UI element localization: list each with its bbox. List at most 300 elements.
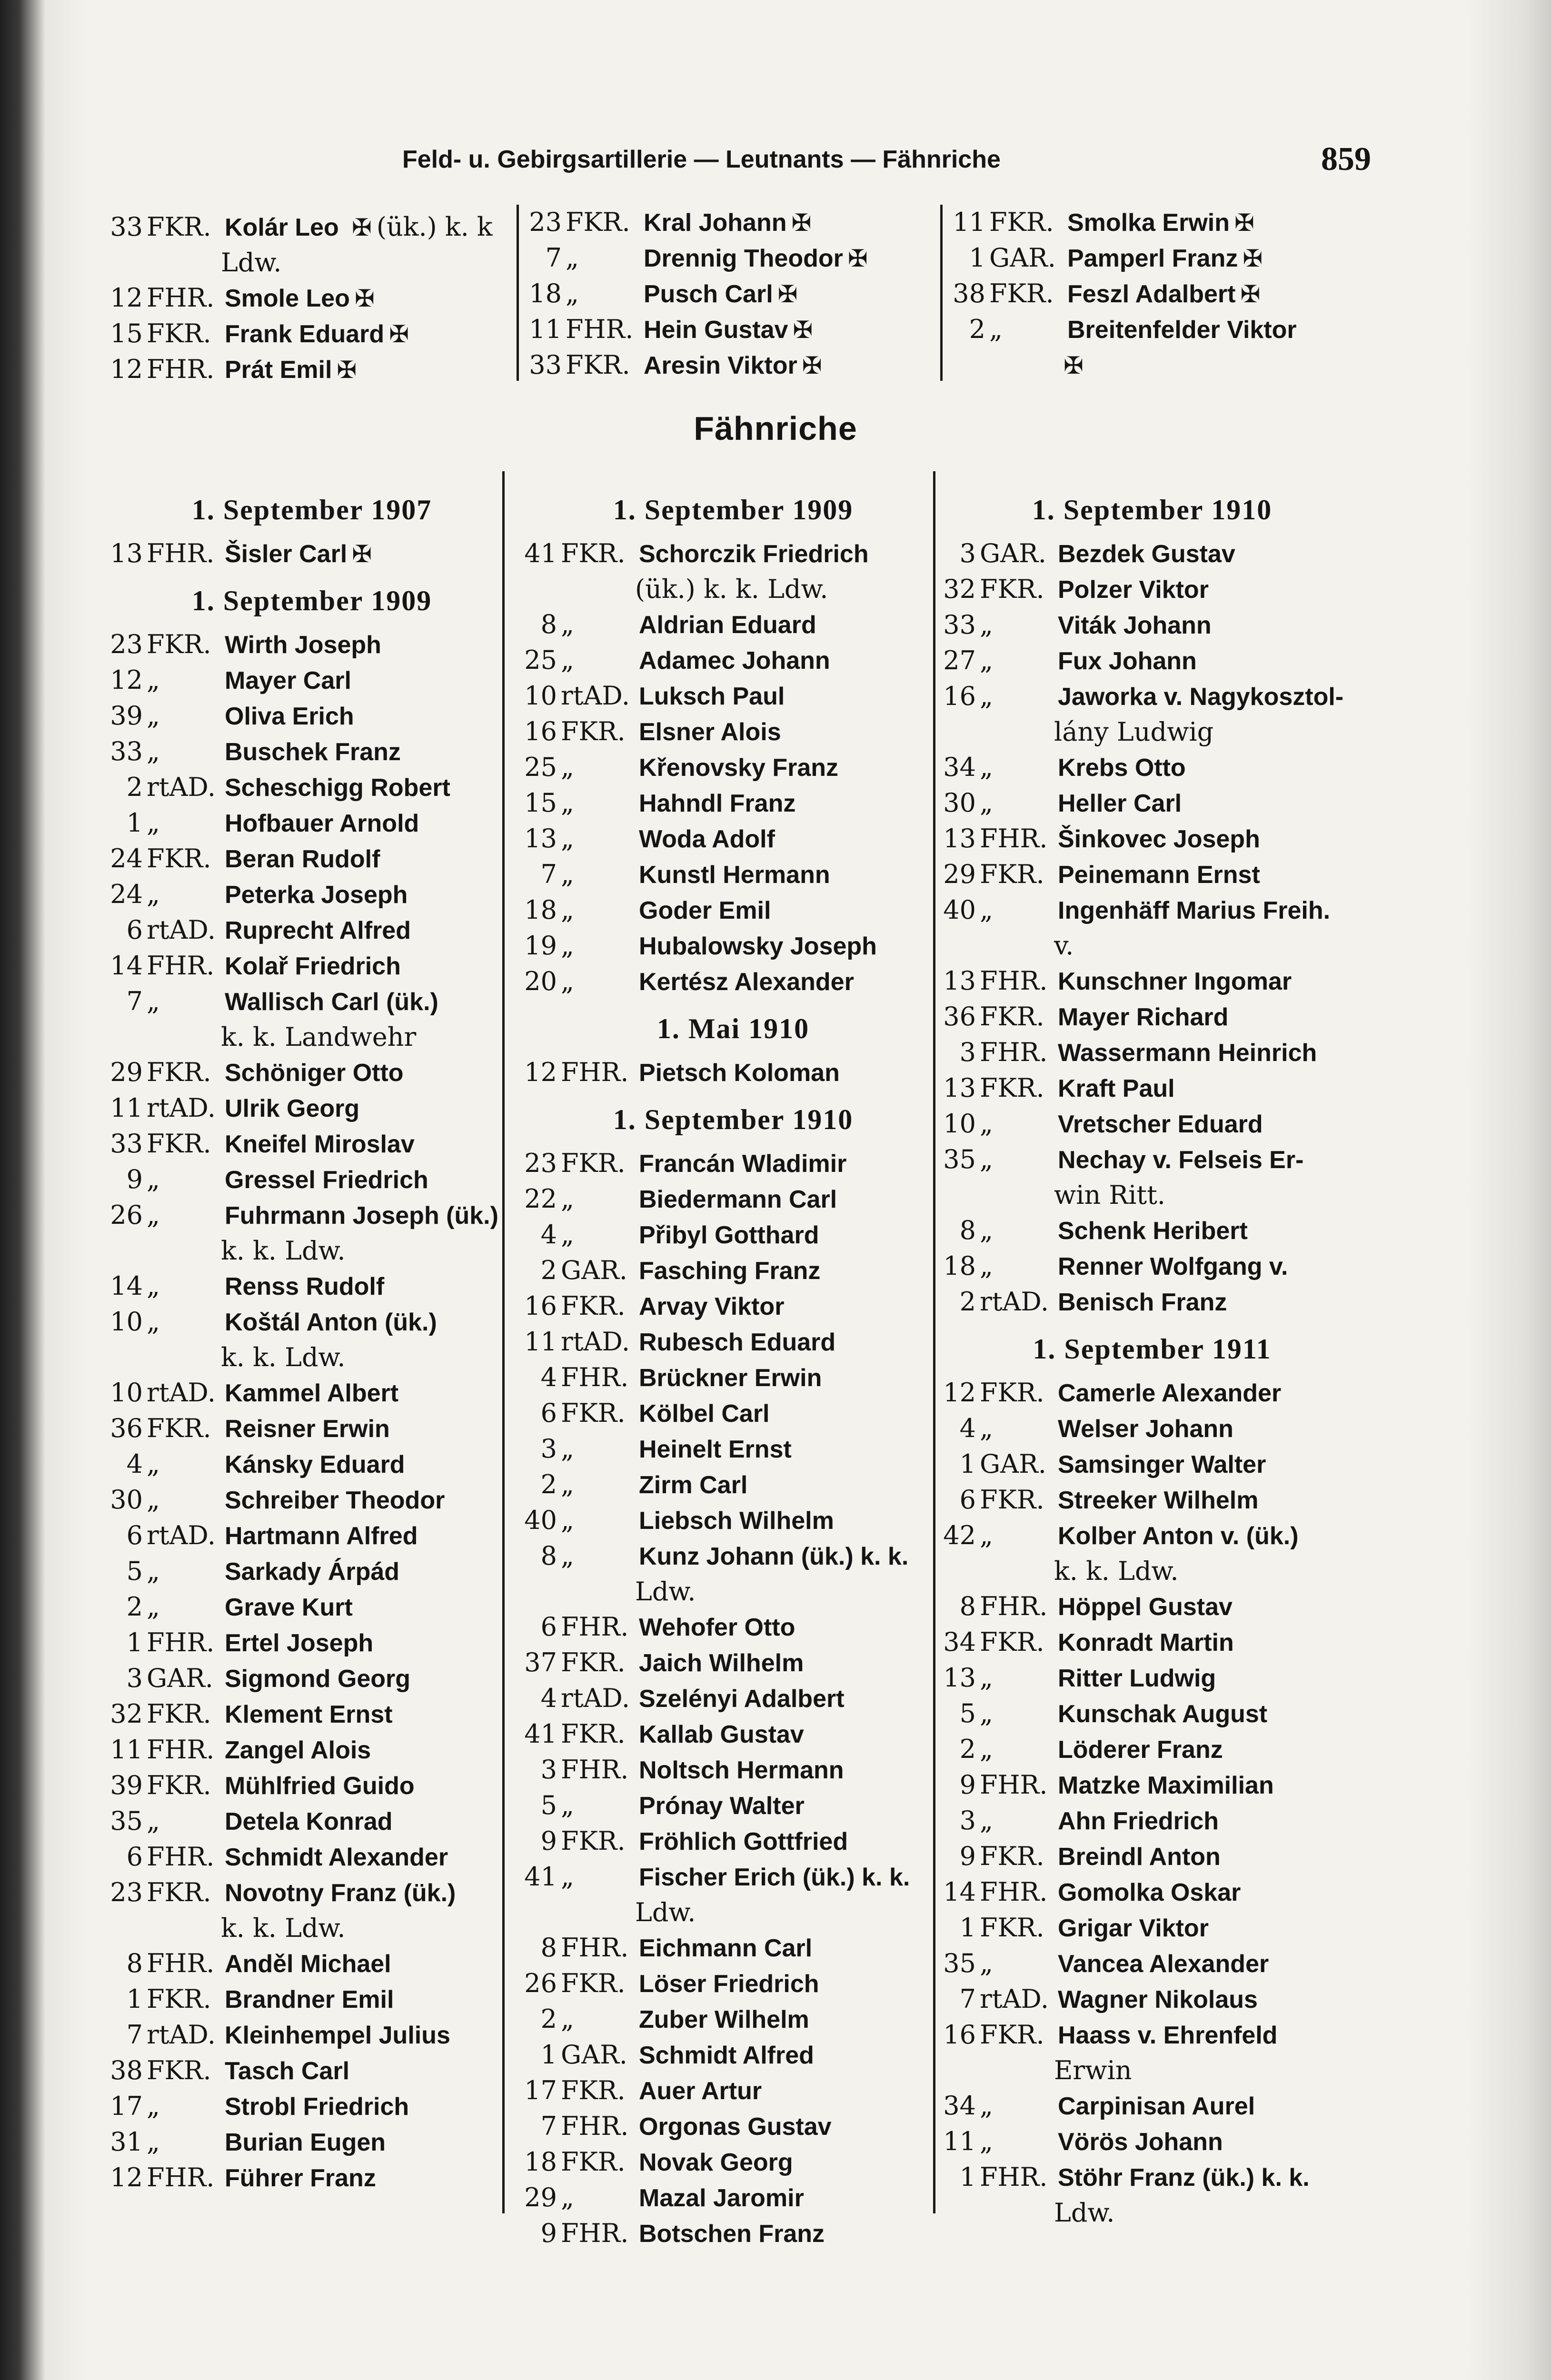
- entry-name-wrap: [1058, 1035, 1317, 1071]
- cross-icon: ✠: [352, 540, 372, 568]
- entry-name: Adamec Johann: [639, 647, 830, 674]
- entry-name-wrap: [639, 2037, 814, 2073]
- cross-icon: ✠: [352, 214, 372, 241]
- entry-name-wrap: [1058, 1375, 1281, 1411]
- entry-name-wrap: [1058, 1142, 1303, 1178]
- entry-name: Jaworka v. Nagykosztol-: [1058, 683, 1344, 711]
- date-heading: 1. September 1909: [613, 494, 854, 526]
- entry-corps: „: [980, 1520, 993, 1550]
- entry-number: 9: [540, 1826, 557, 1856]
- entry-number: 8: [540, 609, 557, 639]
- entry-corps: „: [147, 1200, 160, 1230]
- entry-continuation: v.: [1054, 931, 1074, 961]
- entry-corps: „: [989, 314, 1003, 344]
- entry-number: 34: [943, 752, 976, 782]
- entry-name: Krebs Otto: [1058, 754, 1186, 782]
- entry-name: Luksch Paul: [639, 683, 785, 710]
- entry-name-wrap: [225, 2124, 386, 2160]
- entry-name-wrap: [225, 1518, 418, 1554]
- entry-name: Kleinhempel Julius: [225, 2022, 450, 2049]
- list-entry: [109, 1696, 514, 1732]
- entry-corps: FHR.: [980, 1037, 1048, 1067]
- entry-name: Brandner Emil: [225, 1986, 394, 2013]
- date-heading: 1. September 1910: [613, 1104, 854, 1135]
- entry-name: Kunschak August: [1058, 1700, 1268, 1728]
- entry-number: 13: [524, 823, 557, 853]
- entry-number: 13: [943, 1663, 976, 1693]
- entry-name: Kunz Johann (ük.) k. k.: [639, 1543, 909, 1570]
- list-entry: [109, 1162, 514, 1198]
- entry-name-wrap: [225, 698, 354, 734]
- list-entry: [943, 2088, 1362, 2124]
- entry-name-wrap: [1058, 2124, 1223, 2160]
- list-entry: [109, 1875, 514, 1911]
- entry-number: 10: [110, 1378, 143, 1408]
- entry-name: Schmidt Alexander: [225, 1844, 448, 1871]
- entry-corps: „: [980, 1251, 993, 1281]
- entry-name-wrap: [1058, 1249, 1288, 1284]
- entry-name: Beran Rudolf: [225, 845, 380, 873]
- entry-number: 30: [943, 788, 976, 818]
- entry-number: 42: [943, 1520, 976, 1550]
- entry-number: 12: [110, 2162, 143, 2192]
- entry-corps: rtAD.: [980, 1984, 1049, 2014]
- entry-number: 11: [110, 1093, 143, 1123]
- entry-number: 1: [959, 1449, 976, 1479]
- entry-name-wrap: [639, 2109, 832, 2144]
- entry-number: 16: [524, 716, 557, 746]
- entry-corps: FHR.: [147, 1842, 215, 1872]
- list-entry: [524, 928, 943, 964]
- entry-corps: FKR.: [980, 859, 1044, 889]
- entry-number: 23: [529, 207, 562, 237]
- entry-name-wrap: [639, 1217, 819, 1253]
- entry-name-wrap: [225, 1447, 405, 1482]
- entry-corps: FKR.: [566, 350, 630, 380]
- entry-name-wrap: [1058, 1874, 1241, 1910]
- entry-name: Haass v. Ehrenfeld: [1058, 2022, 1278, 2049]
- entry-corps: FKR.: [561, 1647, 626, 1677]
- entry-continuation: k. k. Landwehr: [221, 1022, 417, 1052]
- entry-name-wrap: [639, 1431, 792, 1467]
- entry-corps: rtAD.: [147, 1520, 216, 1550]
- entry-number: 2: [126, 1592, 143, 1622]
- list-entry: [524, 1503, 943, 1538]
- list-entry: [943, 1839, 1362, 1874]
- entry-corps: FHR.: [561, 1612, 629, 1642]
- entry-number: 6: [959, 1485, 976, 1515]
- entry-name-wrap: [1058, 999, 1228, 1035]
- entry-name: Scheschigg Robert: [225, 774, 450, 802]
- entry-corps: „: [147, 808, 160, 838]
- entry-number: 1: [959, 2162, 976, 2192]
- entry-continuation: k. k. Ldw.: [221, 1236, 346, 1266]
- entry-name: Schreiber Theodor: [225, 1487, 445, 1514]
- entry-number: 34: [943, 1627, 976, 1657]
- entry-number: 12: [943, 1378, 976, 1408]
- entry-number: 6: [126, 915, 143, 945]
- entry-name-wrap: [639, 1609, 795, 1645]
- entry-name-wrap: [639, 857, 830, 892]
- entry-name-wrap: [1058, 1732, 1223, 1767]
- entry-name: Hahndl Franz: [639, 790, 796, 817]
- entry-name: Führer Franz: [225, 2164, 376, 2192]
- list-entry: [943, 1874, 1362, 1910]
- entry-corps: FHR.: [980, 966, 1048, 996]
- list-entry: [109, 770, 514, 805]
- list-entry: [109, 1554, 514, 1589]
- entry-name: Feszl Adalbert: [1067, 280, 1236, 308]
- list-entry: [109, 627, 514, 663]
- entry-name: Hofbauer Arnold: [225, 810, 419, 837]
- entry-number: 22: [524, 1184, 557, 1214]
- entry-name-wrap: [639, 1930, 812, 1966]
- entry-corps: FKR.: [989, 278, 1054, 308]
- entry-corps: „: [980, 681, 993, 711]
- top-list-col-2: [528, 205, 947, 383]
- entry-name-wrap: [225, 1804, 393, 1839]
- entry-name: Benisch Franz: [1058, 1289, 1227, 1316]
- entry-corps: FKR.: [147, 1057, 211, 1087]
- entry-name: Welser Johann: [1058, 1415, 1233, 1443]
- entry-number: 8: [540, 1933, 557, 1963]
- entry-corps: „: [147, 1164, 160, 1194]
- list-entry: [943, 1375, 1362, 1411]
- entry-number: 6: [126, 1842, 143, 1872]
- entry-name-wrap: [1058, 1284, 1227, 1320]
- entry-corps: FHR.: [147, 283, 215, 313]
- entry-name: Auer Artur: [639, 2077, 762, 2105]
- entry-name-wrap: [639, 1538, 908, 1574]
- entry-name: Novotny Franz (ük.): [225, 1879, 456, 1907]
- entry-name: Goder Emil: [639, 897, 771, 924]
- entry-name-wrap: [639, 1752, 844, 1788]
- entry-name: Zirm Carl: [639, 1471, 748, 1499]
- entry-corps: „: [561, 645, 574, 675]
- entry-name: Schöniger Otto: [225, 1059, 404, 1087]
- entry-corps: FHR.: [561, 1362, 629, 1392]
- entry-name: Schorczik Friedrich: [639, 540, 869, 568]
- entry-name: Liebsch Wilhelm: [639, 1507, 834, 1535]
- list-entry: [109, 1091, 514, 1126]
- entry-corps: „: [561, 823, 574, 853]
- list-entry: [524, 1324, 943, 1360]
- entry-name-wrap: [1058, 1660, 1216, 1696]
- entry-corps: FKR.: [980, 1378, 1044, 1408]
- entry-name: Detela Konrad: [225, 1808, 393, 1835]
- entry-corps: „: [561, 931, 574, 961]
- entry-name-wrap: [1058, 1589, 1233, 1625]
- list-entry: [943, 821, 1362, 857]
- entry-corps: FHR.: [561, 1057, 629, 1087]
- entry-name: Grigar Viktor: [1058, 1914, 1209, 1942]
- entry-name-wrap: [639, 1716, 804, 1752]
- entry-name-wrap: [225, 841, 380, 877]
- list-entry: [524, 1253, 943, 1289]
- cross-icon: ✠: [1243, 245, 1263, 272]
- entry-number: 39: [110, 1770, 143, 1800]
- list-entry: [952, 276, 1371, 312]
- list-entry: [528, 276, 947, 312]
- entry-name: Anděl Michael: [225, 1950, 391, 1978]
- entry-number: 7: [540, 2111, 557, 2141]
- entry-corps: FKR.: [147, 1984, 211, 2014]
- list-entry: [943, 2124, 1362, 2160]
- entry-number: 5: [126, 1556, 143, 1586]
- entry-name-wrap: [225, 280, 375, 316]
- entry-name: Peterka Joseph: [225, 881, 408, 909]
- entry-name-wrap: [1058, 1518, 1299, 1554]
- list-entry: [943, 1071, 1362, 1106]
- entry-name: Breindl Anton: [1058, 1843, 1221, 1871]
- entry-number: 34: [943, 2091, 976, 2121]
- list-entry: [943, 1767, 1362, 1803]
- entry-name: Hartmann Alfred: [225, 1522, 418, 1550]
- entry-name: Mayer Richard: [1058, 1003, 1229, 1031]
- entry-number: 18: [524, 2147, 557, 2177]
- entry-name-wrap: [225, 1304, 437, 1340]
- entry-corps: GAR.: [980, 538, 1046, 568]
- list-entry: [524, 1966, 943, 2002]
- entry-name: Ingenhäff Marius Freih.: [1058, 897, 1331, 924]
- entry-number: 7: [545, 243, 562, 273]
- entry-name: Buschek Franz: [225, 738, 401, 766]
- entry-corps: FKR.: [147, 1699, 211, 1729]
- entry-name-wrap: [639, 1859, 910, 1895]
- entry-name-wrap: [225, 2160, 376, 2196]
- entry-number: 25: [524, 645, 557, 675]
- entry-corps: „: [147, 665, 160, 695]
- entry-number: 6: [540, 1398, 557, 1428]
- entry-name-wrap: [1058, 892, 1330, 928]
- entry-name-wrap: [225, 316, 409, 352]
- entry-number: 4: [126, 1449, 143, 1479]
- entry-number: 11: [943, 2126, 976, 2156]
- list-entry: [943, 1696, 1362, 1732]
- list-entry: [943, 785, 1362, 821]
- list-entry: [109, 280, 509, 316]
- entry-number: 27: [943, 645, 976, 675]
- entry-corps: FKR.: [147, 212, 211, 242]
- entry-name-wrap: [639, 2073, 762, 2109]
- entry-name-wrap: [639, 607, 816, 643]
- entry-corps: „: [147, 1592, 160, 1622]
- entry-corps: GAR.: [980, 1449, 1046, 1479]
- entry-name: Konradt Martin: [1058, 1629, 1234, 1656]
- entry-number: 15: [110, 318, 143, 348]
- entry-name: Zangel Alois: [225, 1736, 371, 1764]
- entry-rest: (ük.) k. k: [376, 212, 493, 242]
- entry-name-wrap: [639, 1146, 846, 1181]
- entry-number: 23: [110, 629, 143, 659]
- list-entry: [109, 1946, 514, 1982]
- entry-name: Gomolka Oskar: [1058, 1879, 1241, 1906]
- entry-name: Tasch Carl: [225, 2057, 350, 2085]
- entry-name: Oliva Erich: [225, 703, 354, 730]
- entry-number: 25: [524, 752, 557, 782]
- entry-name: Pusch Carl: [644, 280, 773, 308]
- entry-name-wrap: [1058, 750, 1186, 785]
- entry-number: 31: [110, 2127, 143, 2157]
- entry-corps: FKR.: [147, 2055, 211, 2085]
- entry-name: Aresin Viktor: [644, 352, 797, 379]
- list-entry: [524, 1467, 943, 1503]
- entry-corps: „: [147, 1449, 160, 1479]
- entry-name-wrap: [1058, 1839, 1221, 1874]
- list-entry: [109, 1982, 514, 2017]
- entry-corps: „: [561, 895, 574, 925]
- entry-number: 8: [959, 1215, 976, 1245]
- entry-number: 35: [943, 1948, 976, 1978]
- entry-name: Hubalowsky Joseph: [639, 932, 877, 960]
- entry-number: 41: [524, 1862, 557, 1892]
- entry-corps: „: [566, 278, 579, 308]
- list-entry: [524, 1289, 943, 1324]
- list-entry: [524, 1146, 943, 1181]
- faehnriche-col-2: [524, 481, 943, 2251]
- entry-number: 3: [126, 1663, 143, 1693]
- entry-name-wrap: [639, 1360, 822, 1396]
- entry-number: 17: [524, 2075, 557, 2105]
- entry-number: 38: [110, 2055, 143, 2085]
- entry-continuation: Erwin: [1054, 2055, 1132, 2085]
- entry-name-wrap: [225, 2089, 409, 2124]
- cross-icon: ✠: [337, 356, 357, 384]
- list-entry: [524, 714, 943, 750]
- entry-corps: FHR.: [980, 1877, 1048, 1907]
- entry-corps: „: [147, 986, 160, 1016]
- list-entry: [109, 1269, 514, 1304]
- entry-corps: FKR.: [147, 318, 211, 348]
- list-entry: [943, 1625, 1362, 1660]
- entry-name-wrap: [225, 912, 411, 948]
- entry-number: 1: [540, 2040, 557, 2070]
- cross-icon: ✠: [354, 285, 375, 312]
- entry-name: Ahn Friedrich: [1058, 1807, 1219, 1835]
- entry-corps: „: [980, 1663, 993, 1693]
- entry-name: Samsinger Walter: [1058, 1451, 1266, 1478]
- entry-number: 41: [524, 538, 557, 568]
- entry-corps: FHR.: [147, 1948, 215, 1978]
- entry-number: 9: [540, 2218, 557, 2248]
- entry-name: Peinemann Ernst: [1058, 861, 1260, 889]
- entry-name: Kunschner Ingomar: [1058, 968, 1292, 995]
- entry-corps: „: [980, 1698, 993, 1728]
- entry-number: 8: [959, 1591, 976, 1621]
- entry-number: 18: [524, 895, 557, 925]
- entry-corps: „: [561, 2182, 574, 2212]
- entry-number: 14: [110, 1271, 143, 1301]
- entry-number: 40: [943, 895, 976, 925]
- entry-number: 6: [540, 1612, 557, 1642]
- entry-name: Kallab Gustav: [639, 1721, 804, 1748]
- entry-number: 2: [969, 314, 985, 344]
- entry-name-wrap: [225, 948, 401, 984]
- list-entry: [109, 1482, 514, 1518]
- list-entry: [109, 1055, 514, 1091]
- entry-name: Carpinisan Aurel: [1058, 2092, 1255, 2120]
- entry-name-wrap: [1058, 1411, 1233, 1447]
- entry-name: Křenovsky Franz: [639, 754, 839, 782]
- entry-corps: „: [980, 895, 993, 925]
- list-entry: [524, 857, 943, 892]
- entry-corps: „: [561, 1541, 574, 1571]
- cross-icon: ✠: [1064, 352, 1084, 379]
- entry-continuation: Ldw.: [221, 248, 282, 278]
- entry-number: 13: [943, 966, 976, 996]
- entry-name: Wassermann Heinrich: [1058, 1039, 1317, 1067]
- entry-name-wrap: [1058, 1447, 1266, 1482]
- entry-name-wrap: [639, 785, 795, 821]
- entry-number: 32: [943, 574, 976, 604]
- entry-corps: GAR.: [561, 2040, 627, 2070]
- list-entry: [524, 964, 943, 1000]
- entry-name: Kolař Friedrich: [225, 952, 401, 980]
- entry-name: Heller Carl: [1058, 790, 1182, 817]
- entry-corps: „: [561, 859, 574, 889]
- section-title-faehnriche: Fähnriche: [694, 410, 857, 447]
- entry-name-wrap: [639, 714, 781, 750]
- list-entry: [943, 1803, 1362, 1839]
- entry-name: Streeker Wilhelm: [1058, 1487, 1259, 1514]
- entry-name-wrap: [644, 276, 798, 312]
- entry-corps: FKR.: [561, 2147, 626, 2177]
- entry-corps: rtAD.: [561, 681, 630, 711]
- entry-name-wrap: [1058, 1803, 1219, 1839]
- entry-corps: „: [566, 243, 579, 273]
- entry-corps: FKR.: [147, 1129, 211, 1159]
- entry-name-wrap: [1058, 821, 1260, 857]
- entry-name: Kolber Anton v. (ük.): [1058, 1522, 1299, 1550]
- entry-corps: FKR.: [561, 1968, 626, 1998]
- cross-icon: ✠: [791, 209, 812, 237]
- entry-corps: FKR.: [561, 1148, 626, 1178]
- entry-number: 33: [110, 1129, 143, 1159]
- entry-number: 20: [524, 966, 557, 996]
- entry-name-wrap: [1058, 2160, 1310, 2195]
- entry-number: 2: [959, 1287, 976, 1317]
- entry-name-wrap: [1067, 312, 1297, 347]
- entry-corps: FHR.: [561, 2111, 629, 2141]
- list-entry: [109, 1198, 514, 1233]
- entry-name-wrap: [639, 2144, 793, 2180]
- entry-name-wrap: [1058, 1910, 1209, 1946]
- entry-name: Kunstl Hermann: [639, 861, 830, 889]
- entry-corps: FHR.: [147, 1735, 215, 1765]
- entry-corps: „: [561, 1469, 574, 1499]
- entry-name: Woda Adolf: [639, 825, 775, 853]
- entry-corps: „: [147, 1307, 160, 1337]
- entry-number: 39: [110, 701, 143, 731]
- list-entry: [524, 2073, 943, 2109]
- entry-name: Wallisch Carl (ük.): [225, 988, 438, 1016]
- entry-number: 9: [126, 1164, 143, 1194]
- list-entry: [943, 536, 1362, 572]
- entry-number: 18: [529, 278, 562, 308]
- list-entry: [524, 1859, 943, 1895]
- entry-number: 5: [540, 1790, 557, 1820]
- cross-icon: ✠: [793, 316, 813, 344]
- entry-name: Löser Friedrich: [639, 1970, 819, 1998]
- list-entry: [109, 877, 514, 912]
- cross-icon: ✠: [389, 320, 409, 348]
- entry-corps: „: [561, 2004, 574, 2034]
- entry-name: Höppel Gustav: [1058, 1593, 1233, 1621]
- list-entry: [524, 536, 943, 572]
- list-entry: [524, 1930, 943, 1966]
- entry-name-wrap: [639, 821, 775, 857]
- entry-name: Ruprecht Alfred: [225, 917, 411, 944]
